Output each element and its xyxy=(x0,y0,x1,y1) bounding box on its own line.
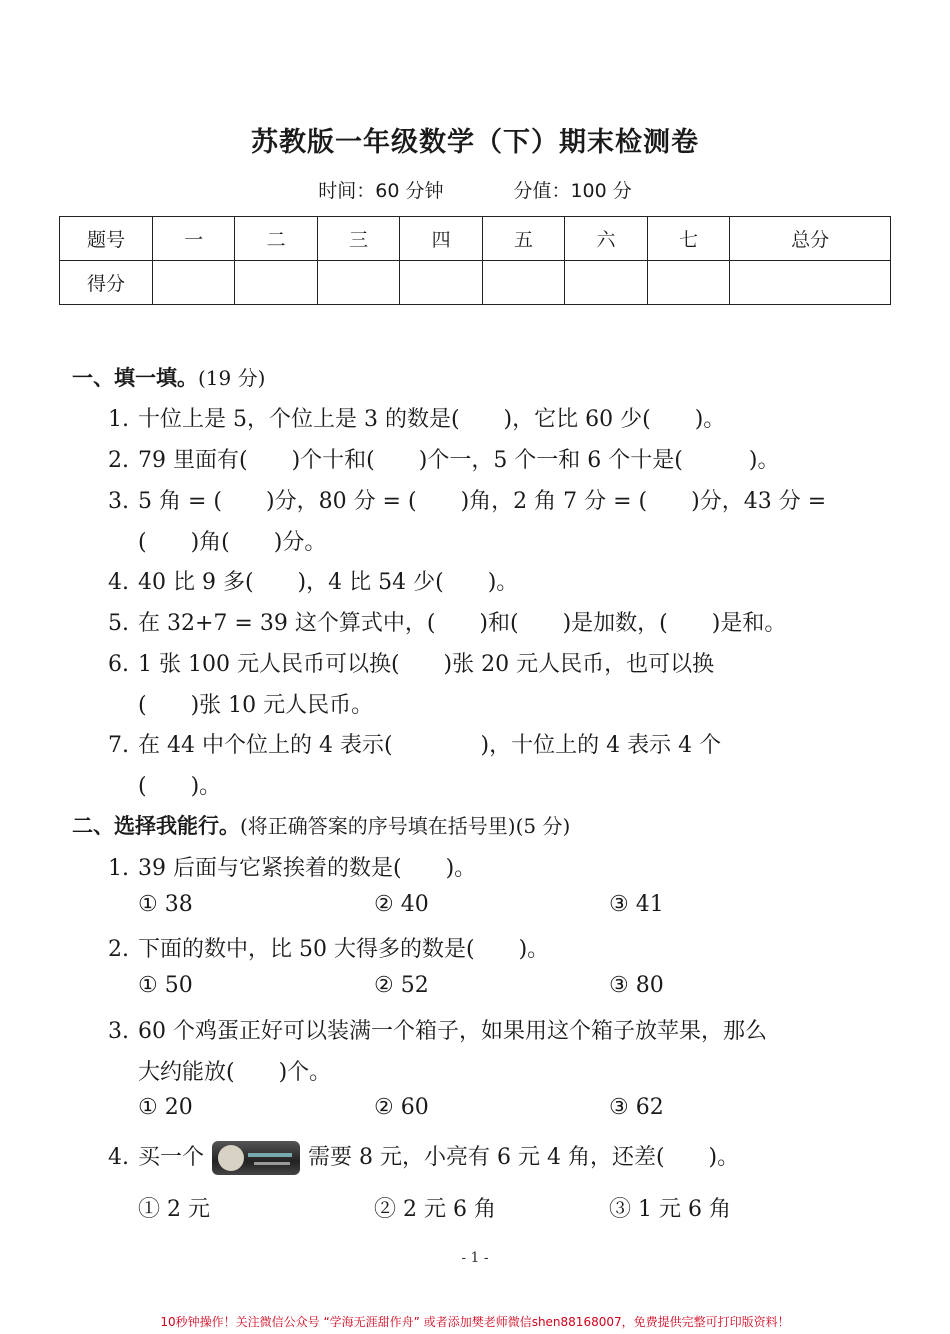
score-label: 分值：100 分 xyxy=(513,180,632,202)
question-line xyxy=(108,606,786,637)
question-text: 79 里面有( )个十和( )个一，5 个一和 6 个十是( )。 xyxy=(138,448,780,473)
option-2[interactable]: ② 60 xyxy=(374,1095,429,1120)
question-number: 3. xyxy=(108,489,129,514)
question-line xyxy=(108,769,221,800)
question-line xyxy=(108,1014,767,1045)
question-text: 下面的数中，比 50 大得多的数是( )。 xyxy=(138,937,550,962)
section1-title: 一、填一填。 xyxy=(72,366,198,390)
question-line xyxy=(108,932,549,963)
promo-footer: 10秒钟操作！关注微信公众号 “学海无涯甜作舟” 或者添加樊老师微信shen88168007，免费提供完整可打印版资料！ xyxy=(160,1315,790,1329)
question-line xyxy=(108,402,725,433)
option-1[interactable]: ① 50 xyxy=(138,973,193,998)
question-number: 4. xyxy=(108,1145,129,1170)
question-text: 在 32+7 = 39 这个算式中，( )和( )是加数，( )是和。 xyxy=(138,611,787,636)
question-text: ( )。 xyxy=(138,774,222,799)
header-cell: 二 xyxy=(235,217,317,261)
page-number: - 1 - xyxy=(461,1250,489,1266)
page-title: 苏教版一年级数学（下）期末检测卷 xyxy=(251,127,699,158)
question-text: ( )张 10 元人民币。 xyxy=(138,693,374,718)
option-2[interactable]: ② 52 xyxy=(374,973,429,998)
score-cell[interactable] xyxy=(235,261,317,305)
header-cell: 五 xyxy=(482,217,564,261)
option-1[interactable]: ① 2 元 xyxy=(138,1197,210,1222)
section2-note: (将正确答案的序号填在括号里)(5 分) xyxy=(240,814,571,838)
score-table xyxy=(59,216,891,305)
option-3[interactable]: ③ 41 xyxy=(609,892,664,917)
question-line xyxy=(108,525,326,556)
question-number: 2. xyxy=(108,448,129,473)
question-text: 39 后面与它紧挨着的数是( )。 xyxy=(138,856,477,881)
question-text: 1 张 100 元人民币可以换( )张 20 元人民币，也可以换 xyxy=(138,652,715,677)
question-line xyxy=(108,565,518,596)
score-table-header-row xyxy=(60,217,891,261)
question-line-continued: 大约能放( )个。 xyxy=(138,1060,332,1085)
question-number: 7. xyxy=(108,733,129,758)
question-line xyxy=(108,851,476,882)
option-1[interactable]: ① 38 xyxy=(138,892,193,917)
question-line xyxy=(108,728,721,759)
option-3[interactable]: ③ 62 xyxy=(609,1095,664,1120)
time-label: 时间：60 分钟 xyxy=(318,180,444,202)
header-cell: 一 xyxy=(153,217,235,261)
score-cell[interactable] xyxy=(153,261,235,305)
question-number: 1. xyxy=(108,407,129,432)
question-number: 2. xyxy=(108,937,129,962)
header-cell: 题号 xyxy=(60,217,153,261)
question-number: 6. xyxy=(108,652,129,677)
question-line xyxy=(108,688,373,719)
question-number: 4. xyxy=(108,570,129,595)
question-text-before: 买一个 xyxy=(138,1145,205,1170)
question-text: 十位上是 5，个位上是 3 的数是( )，它比 60 少( )。 xyxy=(138,407,726,432)
exam-meta xyxy=(0,176,950,203)
score-cell[interactable] xyxy=(400,261,482,305)
option-1[interactable]: ① 20 xyxy=(138,1095,193,1120)
header-cell: 六 xyxy=(565,217,647,261)
score-cell[interactable] xyxy=(482,261,564,305)
question-text: ( )角( )分。 xyxy=(138,530,327,555)
header-cell: 总分 xyxy=(730,217,891,261)
section1-points: (19 分) xyxy=(198,366,266,390)
row-label: 得分 xyxy=(60,261,153,305)
option-3[interactable]: ③ 1 元 6 角 xyxy=(609,1197,731,1222)
section2-title: 二、选择我能行。 xyxy=(72,814,240,838)
question-number: 1. xyxy=(108,856,129,881)
question-text-after: 需要 8 元，小亮有 6 元 4 角，还差( )。 xyxy=(308,1145,740,1170)
score-cell[interactable] xyxy=(317,261,399,305)
section1-heading xyxy=(72,362,265,392)
question-text: 在 44 中个位上的 4 表示( )，十位上的 4 表示 4 个 xyxy=(138,733,722,758)
option-2[interactable]: ② 40 xyxy=(374,892,429,917)
header-cell: 七 xyxy=(647,217,729,261)
question-line xyxy=(108,1140,739,1175)
pencil-case-image xyxy=(212,1141,300,1175)
option-3[interactable]: ③ 80 xyxy=(609,973,664,998)
score-cell[interactable] xyxy=(647,261,729,305)
option-2[interactable]: ② 2 元 6 角 xyxy=(374,1197,496,1222)
question-number: 5. xyxy=(108,611,129,636)
header-cell: 四 xyxy=(400,217,482,261)
question-text: 40 比 9 多( )，4 比 54 少( )。 xyxy=(138,570,519,595)
question-number: 3. xyxy=(108,1019,129,1044)
question-text: 5 角 = ( )分，80 分 = ( )角，2 角 7 分 = ( )分，43 分 = xyxy=(138,489,827,514)
question-line xyxy=(108,647,714,678)
header-cell: 三 xyxy=(317,217,399,261)
question-line xyxy=(108,484,826,515)
section2-heading xyxy=(72,810,570,840)
score-table-score-row xyxy=(60,261,891,305)
question-text: 60 个鸡蛋正好可以装满一个箱子，如果用这个箱子放苹果，那么 xyxy=(138,1019,767,1044)
score-cell[interactable] xyxy=(565,261,647,305)
score-cell[interactable] xyxy=(730,261,891,305)
question-line xyxy=(108,443,779,474)
